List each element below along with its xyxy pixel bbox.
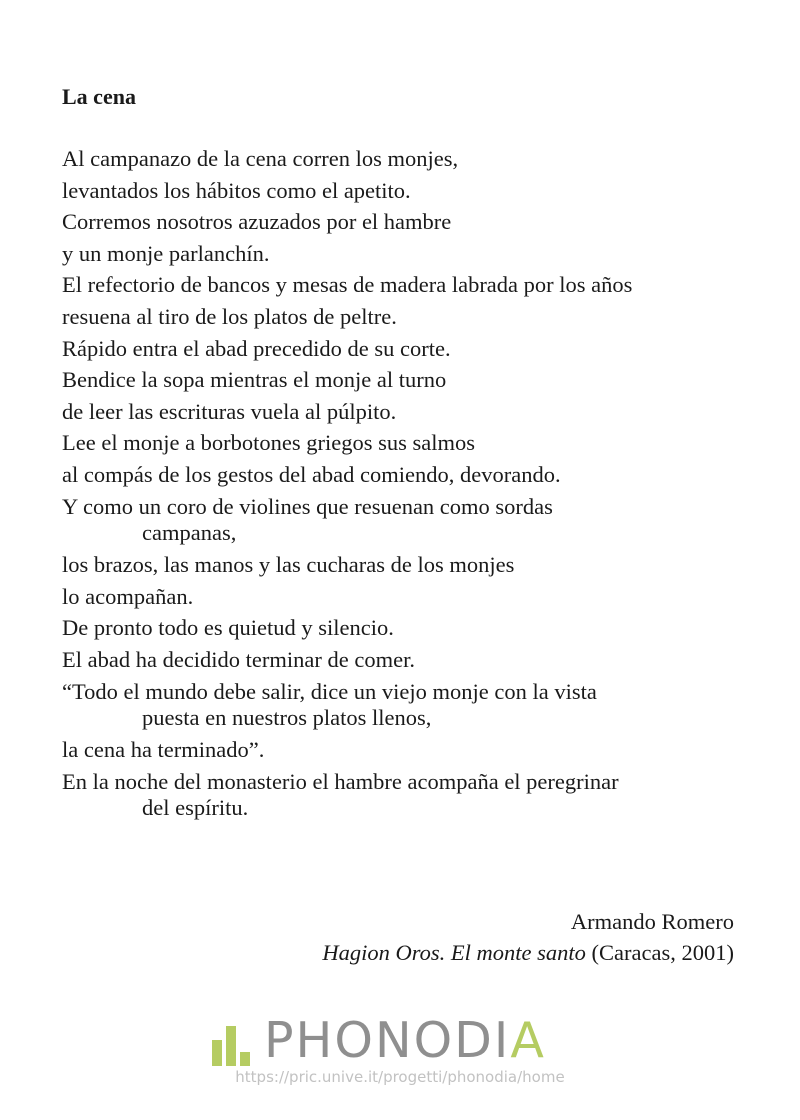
signature [322, 906, 734, 968]
poem-line: lo acompañan. [62, 583, 194, 609]
poem-line: Al campanazo de la cena corren los monjes, [62, 146, 459, 171]
poem-line: Lee el monje a borbotones griegos sus salmos [62, 430, 476, 456]
work-title: Hagion Oros. El monte santo [322, 940, 586, 965]
poem-line: Corremos nosotros azuzados por el hambre [62, 209, 452, 235]
poem-line: “Todo el mundo debe salir, dice un viejo monje con la vista [62, 678, 597, 704]
poem-line: El abad ha decidido terminar de comer. [62, 646, 415, 672]
source-citation [322, 937, 734, 968]
poem-body [62, 143, 762, 824]
logo-text-accent: A [510, 1012, 546, 1069]
author-name: Armando Romero [570, 909, 734, 934]
publication-info: (Caracas, 2001) [585, 940, 734, 965]
logo-text-main: PHONODI [264, 1012, 511, 1069]
poem-line: En la noche del monasterio el hambre acompaña el peregrinar [62, 768, 619, 794]
poem-line: Y como un coro de violines que resuenan como sordas [62, 493, 553, 519]
poem-line-continuation: puesta en nuestros platos llenos, [142, 705, 432, 731]
project-url: https://pric.unive.it/progetti/phonodia/home [235, 1068, 565, 1086]
poem-line-continuation: campanas, [142, 520, 237, 546]
poem-line: y un monje parlanchín. [62, 240, 270, 266]
poem-line: Rápido entra el abad precedido de su corte. [62, 335, 451, 361]
poem-title: La cena [62, 84, 136, 109]
poem-line: De pronto todo es quietud y silencio. [62, 615, 394, 641]
poem-line: El refectorio de bancos y mesas de madera labrada por los años [62, 272, 633, 298]
poem-line: resuena al tiro de los platos de peltre. [62, 303, 397, 329]
bars-logo-icon [212, 1018, 250, 1066]
poem-line: de leer las escrituras vuela al púlpito. [62, 398, 397, 424]
logo-wordmark [264, 1012, 546, 1069]
poem-line-continuation: del espíritu. [142, 795, 249, 821]
phonodia-logo [212, 1012, 546, 1069]
poem-line: los brazos, las manos y las cucharas de los monjes [62, 552, 515, 578]
poem-line: al compás de los gestos del abad comiendo, devorando. [62, 461, 561, 487]
poem-line: la cena ha terminado”. [62, 737, 265, 763]
poem-line: Bendice la sopa mientras el monje al turno [62, 367, 447, 393]
poem-line: levantados los hábitos como el apetito. [62, 177, 411, 203]
